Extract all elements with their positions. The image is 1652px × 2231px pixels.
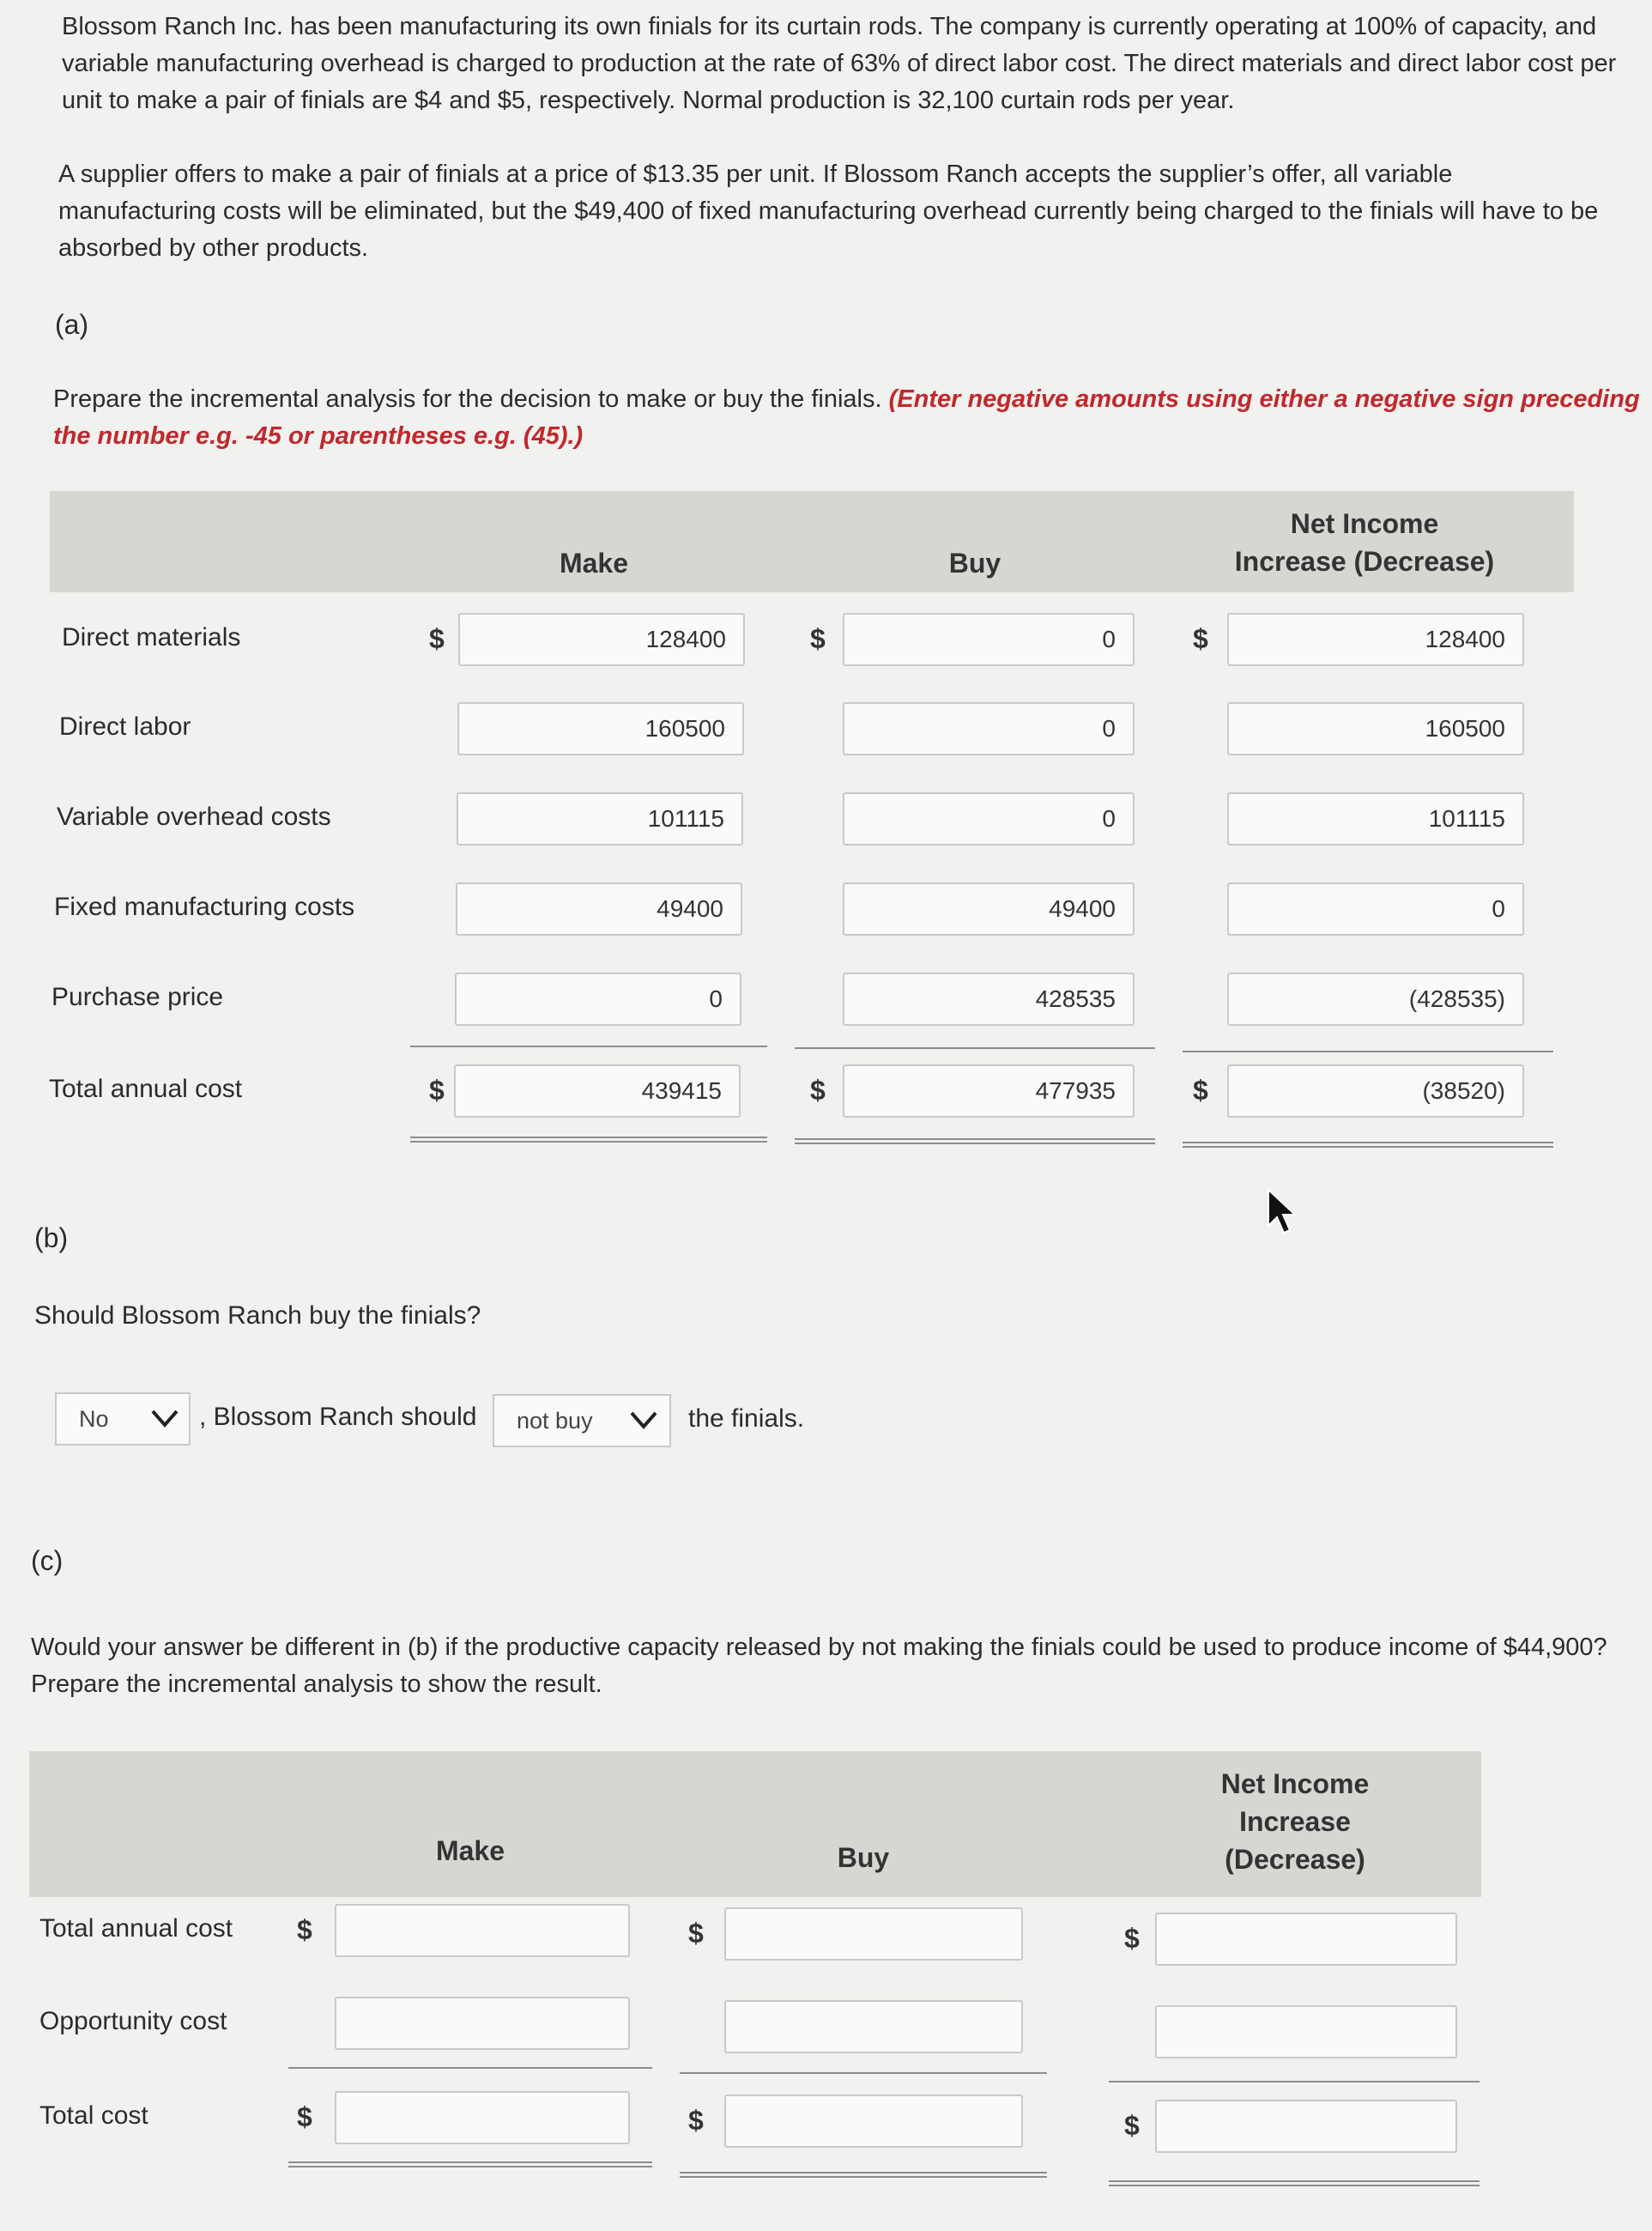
row-label-variable-overhead-costs: Variable overhead costs [57, 803, 331, 831]
currency-symbol: $ [688, 2105, 704, 2136]
buy-input-fixed-manufacturing-costs[interactable]: 49400 [843, 882, 1135, 936]
part-a-prompt-text: Prepare the incremental analysis for the decision to make or buy the finials. [53, 385, 882, 413]
part-c-label: (c) [31, 1545, 64, 1576]
make-input-fixed-manufacturing-costs[interactable]: 49400 [456, 882, 742, 936]
make-input-c-total-cost[interactable] [335, 2091, 630, 2144]
subtotal-rule [288, 2067, 652, 2069]
buy-input-c-total-cost[interactable] [724, 2095, 1023, 2148]
col-net-header-c-line1: Net Income [1220, 1768, 1370, 1799]
row-label-c-total-cost: Total cost [39, 2101, 148, 2130]
total-double-rule [680, 2172, 1047, 2178]
action-select-value: not buy [517, 1408, 593, 1434]
make-input-variable-overhead-costs[interactable]: 101115 [457, 792, 743, 846]
currency-symbol: $ [297, 1914, 312, 1945]
currency-symbol: $ [1193, 623, 1208, 654]
currency-symbol: $ [688, 1918, 704, 1949]
part-b-mid-text: , Blossom Ranch should [199, 1403, 477, 1431]
buy-input-total-annual-cost[interactable]: 477935 [843, 1064, 1135, 1118]
currency-symbol: $ [429, 1075, 445, 1106]
make-input-purchase-price[interactable]: 0 [455, 973, 741, 1026]
currency-symbol: $ [429, 623, 445, 654]
currency-symbol: $ [297, 2101, 312, 2132]
net-input-direct-materials[interactable]: 128400 [1227, 613, 1524, 666]
net-input-direct-labor[interactable]: 160500 [1227, 702, 1524, 755]
col-make-header: Make [559, 548, 629, 579]
part-b-label: (b) [34, 1222, 69, 1253]
col-net-header-c-line3: (Decrease) [1225, 1844, 1365, 1875]
net-input-c-total-cost[interactable] [1155, 2100, 1457, 2153]
make-input-direct-labor[interactable]: 160500 [457, 702, 744, 755]
buy-input-direct-labor[interactable]: 0 [843, 702, 1135, 755]
net-input-c-opportunity-cost[interactable] [1155, 2005, 1457, 2058]
col-make-header-c: Make [435, 1835, 505, 1866]
row-label-fixed-manufacturing-costs: Fixed manufacturing costs [54, 893, 355, 921]
part-b-question: Should Blossom Ranch buy the finials? [34, 1301, 481, 1330]
currency-symbol: $ [1124, 2110, 1140, 2141]
buy-input-direct-materials[interactable]: 0 [843, 613, 1135, 666]
total-double-rule [1109, 2180, 1480, 2186]
action-select[interactable] [493, 1394, 671, 1447]
net-input-purchase-price[interactable]: (428535) [1227, 973, 1524, 1026]
part-a-label: (a) [55, 309, 89, 340]
part-a-prompt [53, 381, 1641, 455]
currency-symbol: $ [1193, 1075, 1208, 1106]
subtotal-rule [1109, 2081, 1480, 2082]
part-b-end-text: the finials. [688, 1404, 805, 1433]
answer-select[interactable] [55, 1392, 191, 1446]
buy-input-c-opportunity-cost[interactable] [724, 2000, 1023, 2053]
subtotal-rule [795, 1047, 1155, 1049]
part-a-instruction: (Enter negative amounts using either a negative sign preceding the number e.g. -45 or parentheses e.g. (45).) [53, 385, 1640, 450]
problem-offer: A supplier offers to make a pair of finials at a price of $13.35 per unit. If Blossom Ranch accepts the supplier’s offer, all variable manufacturing costs will be eliminated, but the $49,400 of fixed manufacturing overhead currently being charged to the finials will have to be absorbed by other products. [58, 161, 1599, 262]
row-label-purchase-price: Purchase price [51, 983, 224, 1011]
row-label-total-annual-cost: Total annual cost [49, 1075, 243, 1103]
net-input-fixed-manufacturing-costs[interactable]: 0 [1227, 882, 1524, 936]
make-input-direct-materials[interactable]: 128400 [458, 613, 745, 666]
buy-input-variable-overhead-costs[interactable]: 0 [843, 792, 1135, 846]
buy-input-c-total-annual-cost[interactable] [724, 1907, 1023, 1961]
currency-symbol: $ [810, 1075, 826, 1106]
col-net-header-line2: Increase (Decrease) [1234, 546, 1495, 577]
currency-symbol: $ [810, 623, 826, 654]
net-input-c-total-annual-cost[interactable] [1155, 1913, 1457, 1966]
row-label-direct-labor: Direct labor [59, 712, 191, 741]
subtotal-rule [1183, 1051, 1553, 1052]
make-input-c-total-annual-cost[interactable] [335, 1904, 630, 1957]
row-label-direct-materials: Direct materials [62, 623, 241, 652]
currency-symbol: $ [1124, 1923, 1140, 1954]
make-input-c-opportunity-cost[interactable] [335, 1997, 630, 2050]
col-net-header-line1: Net Income [1290, 508, 1439, 539]
subtotal-rule [410, 1046, 767, 1047]
total-double-rule [288, 2161, 652, 2167]
col-buy-header: Buy [948, 548, 1001, 579]
net-input-total-annual-cost[interactable]: (38520) [1227, 1064, 1524, 1118]
col-net-header [1210, 505, 1519, 580]
problem-intro: Blossom Ranch Inc. has been manufacturing its own finials for its curtain rods. The company is currently operating at 100% of capacity, and variable manufacturing overhead is charged to production at the rate of 63% of direct labor cost. The direct materials and direct labor cost per unit to make a pair of finials are $4 and $5, respectively. Normal production is 32,100 curtain rods per year. [62, 13, 1617, 114]
col-net-header-c [1171, 1765, 1419, 1878]
make-input-total-annual-cost[interactable]: 439415 [454, 1064, 741, 1118]
col-buy-header-c: Buy [837, 1842, 890, 1873]
subtotal-rule [680, 2072, 1047, 2074]
row-label-c-total-annual-cost: Total annual cost [39, 1914, 233, 1943]
answer-select-value: No [79, 1406, 109, 1432]
total-double-rule [410, 1137, 767, 1143]
buy-input-purchase-price[interactable]: 428535 [843, 973, 1135, 1026]
total-double-rule [1183, 1142, 1553, 1148]
row-label-c-opportunity-cost: Opportunity cost [39, 2007, 227, 2035]
col-net-header-c-line2: Increase [1239, 1806, 1351, 1837]
chevron-down-icon [149, 1403, 180, 1434]
chevron-down-icon [628, 1404, 659, 1435]
mouse-cursor-icon [1265, 1188, 1299, 1236]
part-c-question: Would your answer be different in (b) if the productive capacity released by not making the finials could be used to produce income of $44,900? Prepare the incremental analysis to show the result. [31, 1634, 1607, 1698]
total-double-rule [795, 1138, 1155, 1144]
net-input-variable-overhead-costs[interactable]: 101115 [1227, 792, 1524, 846]
